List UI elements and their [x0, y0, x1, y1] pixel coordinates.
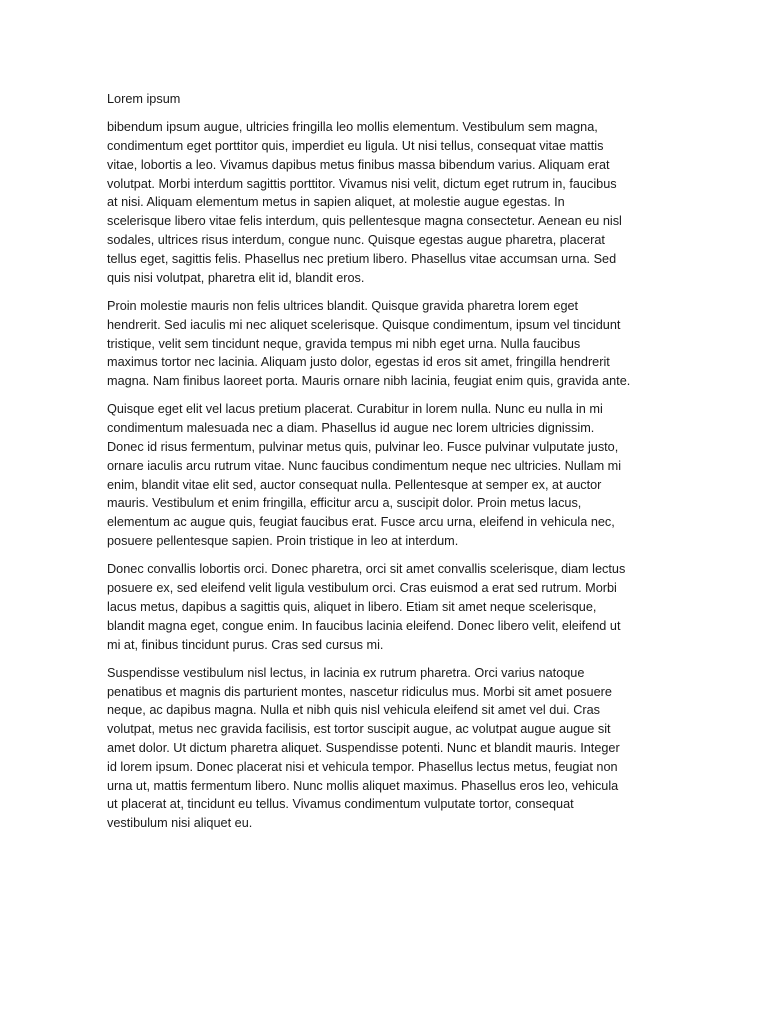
text-line: elementum ac augue quis, feugiat faucibus erat. Fusce arcu urna, eleifend in vehicula nec, — [107, 515, 615, 530]
text-line: blandit magna eget, congue enim. In faucibus lacinia eleifend. Donec libero velit, eleifend ut — [107, 618, 621, 633]
text-line: id lorem ipsum. Donec placerat nisi et vehicula tempor. Phasellus lectus metus, feugiat non — [107, 759, 618, 774]
text-line: tellus eget, sagittis felis. Phasellus nec pretium libero. Phasellus vitae accumsan urna. Sed — [107, 251, 617, 266]
text-line: ut placerat at, tincidunt eu tellus. Vivamus condimentum vulputate tortor, consequat — [107, 797, 574, 812]
text-line: at nisi. Aliquam elementum metus in sapien aliquet, at molestie augue egestas. In — [107, 195, 565, 210]
text-line: tristique, velit sem tincidunt neque, gravida tempus mi nibh eget urna. Nulla faucibus — [107, 336, 581, 351]
text-line: mi at, finibus tincidunt purus. Cras sed cursus mi. — [107, 637, 384, 652]
text-line: sodales, ultrices risus interdum, congue nunc. Quisque egestas augue pharetra, placerat — [107, 233, 605, 248]
paragraph-2 — [107, 297, 663, 391]
paragraph-5 — [107, 664, 663, 833]
text-line: ornare iaculis arcu rutrum vitae. Nunc faucibus condimentum neque nec ultricies. Nullam mi — [107, 458, 622, 473]
text-line: quis nisi volutpat, pharetra elit id, blandit eros. — [107, 270, 365, 285]
text-line: condimentum eget porttitor quis, imperdiet eu ligula. Ut nisi tellus, consequat vitae mattis — [107, 139, 604, 154]
text-line: hendrerit. Sed iaculis mi nec aliquet scelerisque. Quisque condimentum, ipsum vel tincidunt — [107, 317, 621, 332]
text-line: posuere ex, sed eleifend velit ligula vestibulum orci. Cras euismod a erat sed rutrum. Morbi — [107, 581, 617, 596]
text-line: vitae, lobortis a leo. Vivamus dapibus metus finibus massa bibendum varius. Aliquam erat — [107, 157, 610, 172]
text-line: volutpat. Morbi interdum sagittis porttitor. Vivamus nisi velit, dictum eget rutrum in, faucibus — [107, 176, 617, 191]
paragraph-4 — [107, 560, 663, 654]
text-line: lacus metus, dapibus a sagittis quis, aliquet in libero. Etiam sit amet neque scelerisque, — [107, 599, 597, 614]
paragraph-1 — [107, 118, 663, 287]
text-line: bibendum ipsum augue, ultricies fringilla leo mollis elementum. Vestibulum sem magna, — [107, 120, 598, 135]
text-line: amet dolor. Ut dictum pharetra aliquet. Suspendisse potenti. Nunc et blandit mauris. Integer — [107, 741, 620, 755]
text-line: neque, ac dapibus magna. Nulla et nibh quis nisl vehicula eleifend sit amet vel dui. Cras — [107, 703, 600, 718]
text-line: magna. Nam finibus laoreet porta. Mauris ornare nibh lacinia, feugiat enim quis, gravida ante. — [107, 374, 631, 389]
text-line: maximus tortor nec lacinia. Aliquam justo dolor, egestas id eros sit amet, fringilla hendrerit — [107, 355, 610, 370]
paragraph-3 — [107, 400, 663, 550]
text-line: volutpat, metus nec gravida facilisis, est tortor suscipit augue, ac volutpat augue augue sit — [107, 722, 611, 737]
document-title: Lorem ipsum — [107, 92, 181, 106]
text-line: Quisque eget elit vel lacus pretium placerat. Curabitur in lorem nulla. Nunc eu nulla in mi — [107, 402, 603, 417]
text-line: scelerisque libero vitae felis interdum, quis pellentesque magna consectetur. Aenean eu nisl — [107, 214, 622, 229]
text-line: penatibus et magnis dis parturient montes, nascetur ridiculus mus. Morbi sit amet posuere — [107, 684, 612, 699]
text-line: Proin molestie mauris non felis ultrices blandit. Quisque gravida pharetra lorem eget — [107, 298, 579, 313]
text-line: condimentum malesuada nec a diam. Phasellus id augue nec lorem ultricies dignissim. — [107, 421, 595, 436]
text-line: Donec id risus fermentum, pulvinar metus quis, pulvinar leo. Fusce pulvinar vulputate justo, — [107, 440, 619, 455]
text-line: mauris. Vestibulum et enim fringilla, efficitur arcu a, suscipit dolor. Proin metus lacus, — [107, 496, 582, 511]
text-line: posuere pellentesque sapien. Proin tristique in leo at interdum. — [107, 534, 459, 549]
text-line: Donec convallis lobortis orci. Donec pharetra, orci sit amet convallis scelerisque, diam lectus — [107, 562, 626, 577]
document-body — [107, 90, 663, 842]
text-line: Suspendisse vestibulum nisl lectus, in lacinia ex rutrum pharetra. Orci varius natoque — [107, 665, 585, 680]
text-line: vestibulum nisi aliquet eu. — [107, 816, 253, 831]
text-line: enim, blandit vitae elit sed, auctor consequat nulla. Pellentesque at semper ex, at auctor — [107, 477, 602, 492]
text-line: urna ut, mattis fermentum libero. Nunc mollis aliquet maximus. Phasellus eros leo, vehicula — [107, 778, 619, 793]
